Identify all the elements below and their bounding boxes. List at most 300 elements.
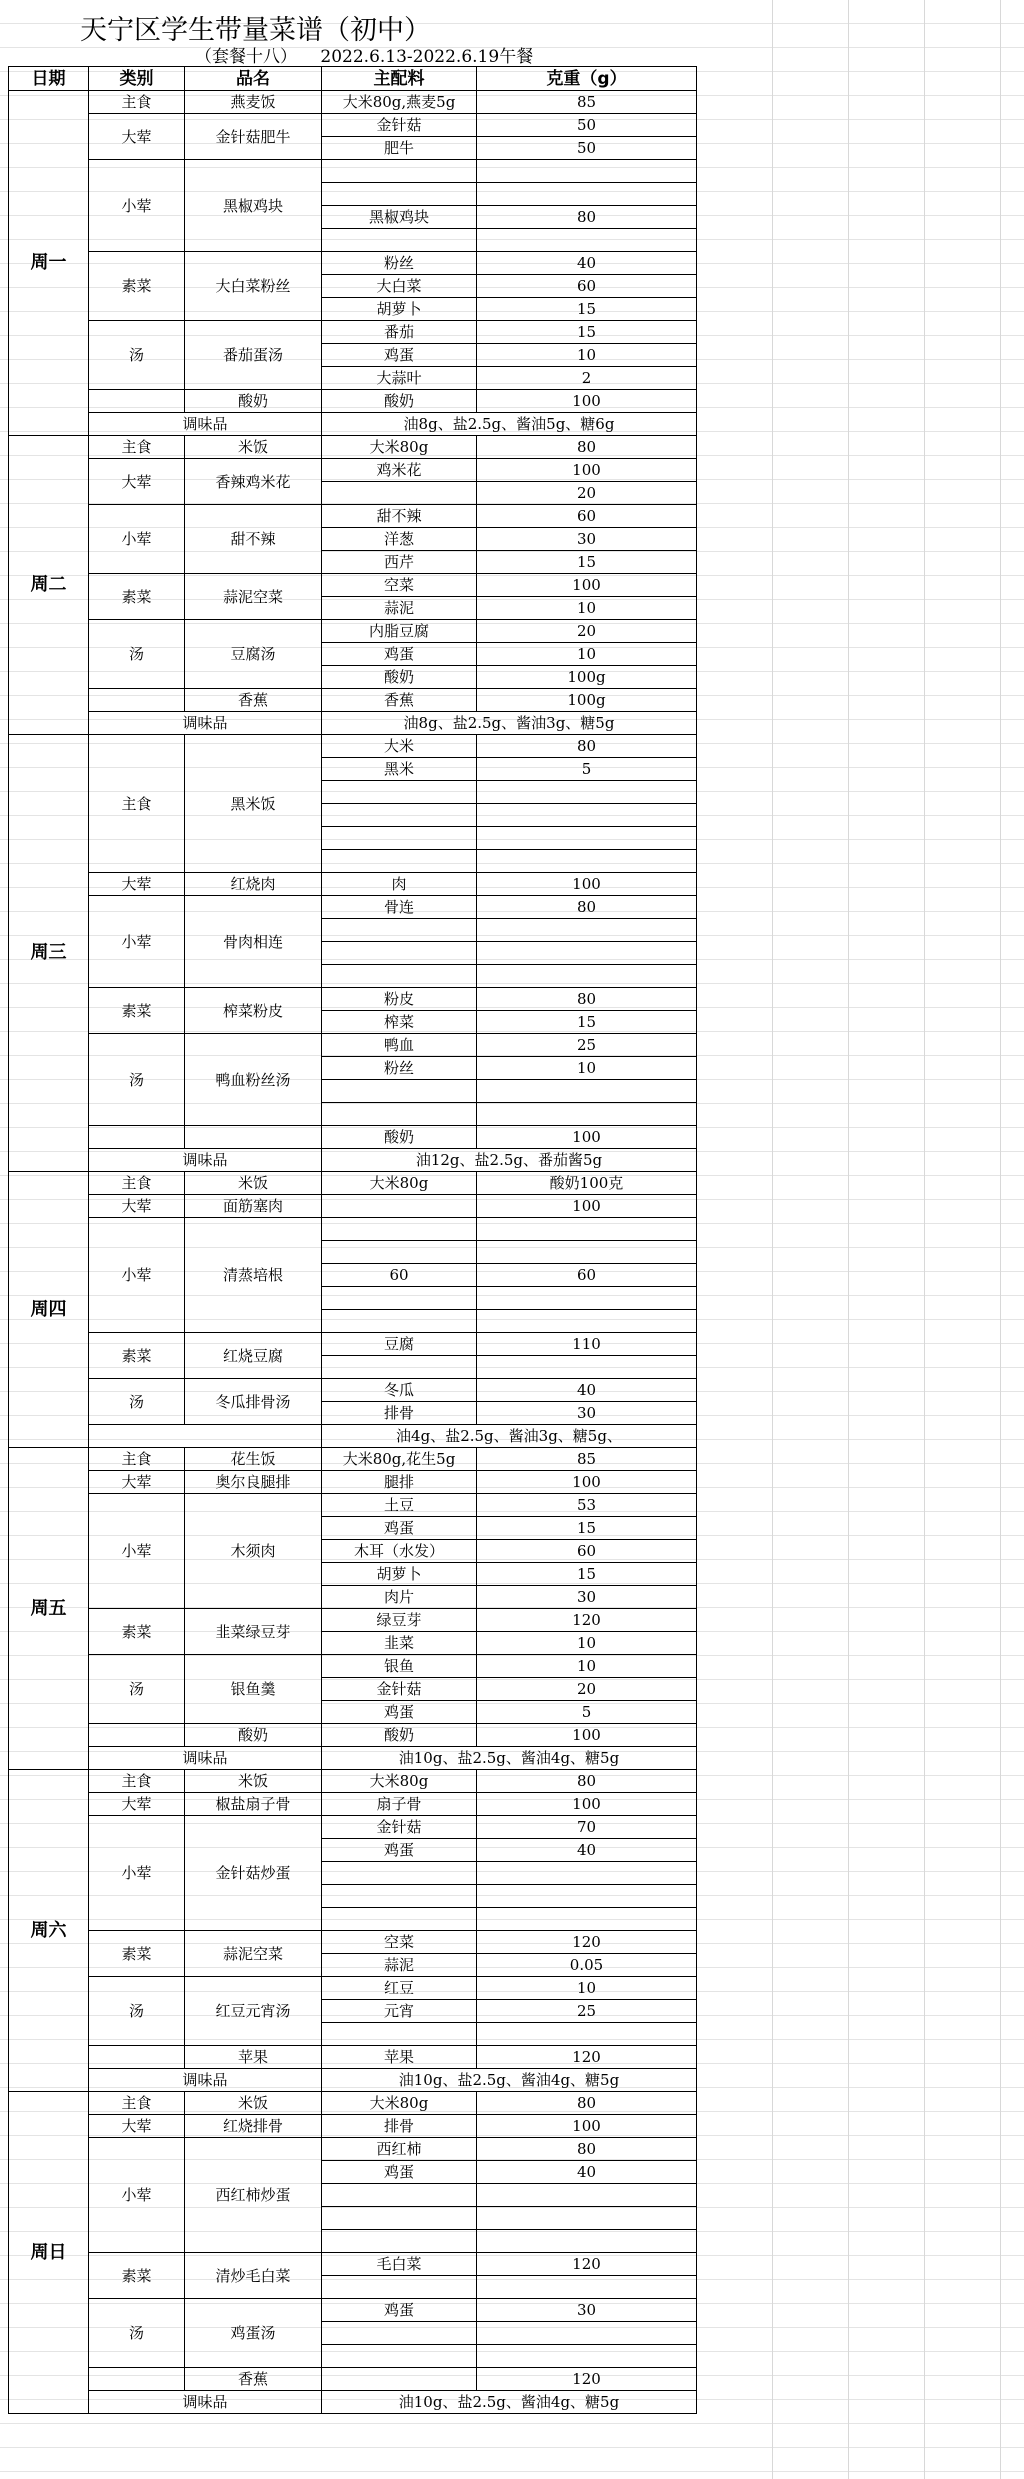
seasoning-value[interactable]: 油10g、盐2.5g、酱油4g、糖5g <box>322 2069 697 2092</box>
weight-cell[interactable] <box>477 2184 697 2207</box>
category-cell[interactable]: 汤 <box>89 321 185 390</box>
ingredient-cell[interactable]: 鸭血 <box>322 1034 477 1057</box>
ingredient-cell[interactable]: 大米80g,花生5g <box>322 1448 477 1471</box>
ingredient-cell[interactable]: 番茄 <box>322 321 477 344</box>
category-cell[interactable]: 大荤 <box>89 1793 185 1816</box>
ingredient-cell[interactable] <box>322 942 477 965</box>
category-cell[interactable] <box>89 2368 185 2391</box>
day-cell[interactable]: 周四 <box>9 1172 89 1448</box>
ingredient-cell[interactable] <box>322 482 477 505</box>
category-cell[interactable]: 大荤 <box>89 2115 185 2138</box>
ingredient-cell[interactable]: 内脂豆腐 <box>322 620 477 643</box>
header-dish[interactable]: 品名 <box>185 67 322 91</box>
weight-cell[interactable] <box>477 965 697 988</box>
weight-cell[interactable]: 80 <box>477 436 697 459</box>
weight-cell[interactable] <box>477 2023 697 2046</box>
ingredient-cell[interactable] <box>322 1080 477 1103</box>
ingredient-cell[interactable]: 毛白菜 <box>322 2253 477 2276</box>
weight-cell[interactable] <box>477 2207 697 2230</box>
weight-cell[interactable] <box>477 1241 697 1264</box>
table-row <box>9 1172 697 1195</box>
ingredient-cell[interactable]: 冬瓜 <box>322 1379 477 1402</box>
ingredient-cell[interactable] <box>322 183 477 206</box>
category-cell[interactable]: 小荤 <box>89 2138 185 2253</box>
seasoning-value[interactable]: 油10g、盐2.5g、酱油4g、糖5g <box>322 1747 697 1770</box>
ingredient-cell[interactable]: 蒜泥 <box>322 597 477 620</box>
ingredient-cell[interactable]: 大米80g <box>322 436 477 459</box>
dish-cell[interactable]: 红烧排骨 <box>185 2115 322 2138</box>
ingredient-cell[interactable] <box>322 2322 477 2345</box>
dish-cell[interactable]: 黑椒鸡块 <box>185 160 322 252</box>
dish-cell[interactable]: 韭菜绿豆芽 <box>185 1609 322 1655</box>
weight-cell[interactable]: 25 <box>477 1034 697 1057</box>
seasoning-value[interactable]: 油10g、盐2.5g、酱油4g、糖5g <box>322 2391 697 2414</box>
weight-cell[interactable]: 80 <box>477 735 697 758</box>
ingredient-cell[interactable]: 韭菜 <box>322 1632 477 1655</box>
ingredient-cell[interactable]: 胡萝卜 <box>322 298 477 321</box>
dish-cell[interactable]: 黑米饭 <box>185 735 322 873</box>
dish-cell[interactable]: 花生饭 <box>185 1448 322 1471</box>
weight-cell[interactable]: 100 <box>477 1126 697 1149</box>
ingredient-cell[interactable]: 大白菜 <box>322 275 477 298</box>
category-cell[interactable]: 汤 <box>89 1034 185 1126</box>
weight-cell[interactable] <box>477 781 697 804</box>
day-cell[interactable]: 周六 <box>9 1770 89 2092</box>
ingredient-cell[interactable]: 鸡蛋 <box>322 643 477 666</box>
category-cell[interactable]: 大荤 <box>89 1471 185 1494</box>
weight-cell[interactable]: 80 <box>477 896 697 919</box>
weight-cell[interactable] <box>477 1103 697 1126</box>
header-ingredients[interactable]: 主配料 <box>322 67 477 91</box>
dish-cell[interactable]: 金针菇肥牛 <box>185 114 322 160</box>
ingredient-cell[interactable]: 元宵 <box>322 2000 477 2023</box>
weight-cell[interactable] <box>477 850 697 873</box>
category-cell[interactable]: 素菜 <box>89 2253 185 2299</box>
weight-cell[interactable]: 20 <box>477 482 697 505</box>
dish-cell[interactable]: 大白菜粉丝 <box>185 252 322 321</box>
dish-cell[interactable]: 木须肉 <box>185 1494 322 1609</box>
ingredient-cell[interactable] <box>322 1241 477 1264</box>
ingredient-cell[interactable]: 银鱼 <box>322 1655 477 1678</box>
weight-cell[interactable]: 100 <box>477 390 697 413</box>
ingredient-cell[interactable]: 黑椒鸡块 <box>322 206 477 229</box>
weight-cell[interactable] <box>477 1310 697 1333</box>
category-cell[interactable] <box>89 1126 185 1149</box>
ingredient-cell[interactable]: 蒜泥 <box>322 1954 477 1977</box>
dish-cell[interactable]: 面筋塞肉 <box>185 1195 322 1218</box>
weight-cell[interactable]: 100 <box>477 873 697 896</box>
ingredient-cell[interactable]: 香蕉 <box>322 689 477 712</box>
category-cell[interactable]: 汤 <box>89 1379 185 1425</box>
category-cell[interactable]: 主食 <box>89 91 185 114</box>
dish-cell[interactable]: 番茄蛋汤 <box>185 321 322 390</box>
ingredient-cell[interactable] <box>322 781 477 804</box>
weight-cell[interactable]: 15 <box>477 298 697 321</box>
seasoning-label[interactable]: 调味品 <box>89 1149 322 1172</box>
ingredient-cell[interactable]: 肉片 <box>322 1586 477 1609</box>
ingredient-cell[interactable] <box>322 919 477 942</box>
weight-cell[interactable]: 53 <box>477 1494 697 1517</box>
weight-cell[interactable]: 120 <box>477 2253 697 2276</box>
ingredient-cell[interactable] <box>322 1908 477 1931</box>
ingredient-cell[interactable]: 粉皮 <box>322 988 477 1011</box>
category-cell[interactable]: 主食 <box>89 1448 185 1471</box>
ingredient-cell[interactable]: 鸡蛋 <box>322 2299 477 2322</box>
category-cell[interactable] <box>89 2046 185 2069</box>
category-cell[interactable]: 汤 <box>89 1977 185 2046</box>
category-cell[interactable]: 素菜 <box>89 574 185 620</box>
ingredient-cell[interactable]: 排骨 <box>322 1402 477 1425</box>
ingredient-cell[interactable] <box>322 804 477 827</box>
weight-cell[interactable]: 80 <box>477 1770 697 1793</box>
ingredient-cell[interactable] <box>322 1195 477 1218</box>
weight-cell[interactable] <box>477 919 697 942</box>
weight-cell[interactable]: 100 <box>477 1195 697 1218</box>
weight-cell[interactable]: 10 <box>477 1057 697 1080</box>
category-cell[interactable]: 小荤 <box>89 160 185 252</box>
ingredient-cell[interactable] <box>322 1103 477 1126</box>
weight-cell[interactable]: 70 <box>477 1816 697 1839</box>
ingredient-cell[interactable]: 空菜 <box>322 574 477 597</box>
weight-cell[interactable]: 10 <box>477 597 697 620</box>
weight-cell[interactable] <box>477 804 697 827</box>
day-cell[interactable]: 周一 <box>9 91 89 436</box>
ingredient-cell[interactable]: 大蒜叶 <box>322 367 477 390</box>
weight-cell[interactable]: 100 <box>477 2115 697 2138</box>
ingredient-cell[interactable]: 西红柿 <box>322 2138 477 2161</box>
weight-cell[interactable] <box>477 1218 697 1241</box>
weight-cell[interactable] <box>477 2345 697 2368</box>
ingredient-cell[interactable]: 苹果 <box>322 2046 477 2069</box>
dish-cell[interactable]: 酸奶 <box>185 1724 322 1747</box>
dish-cell[interactable]: 豆腐汤 <box>185 620 322 689</box>
dish-cell[interactable]: 米饭 <box>185 1172 322 1195</box>
seasoning-label[interactable]: 调味品 <box>89 712 322 735</box>
category-cell[interactable] <box>89 1724 185 1747</box>
weight-cell[interactable] <box>477 1862 697 1885</box>
ingredient-cell[interactable] <box>322 1862 477 1885</box>
seasoning-label[interactable]: 调味品 <box>89 2391 322 2414</box>
category-cell[interactable]: 大荤 <box>89 114 185 160</box>
day-cell[interactable]: 周日 <box>9 2092 89 2414</box>
ingredient-cell[interactable]: 酸奶 <box>322 1126 477 1149</box>
weight-cell[interactable]: 60 <box>477 1540 697 1563</box>
weight-cell[interactable]: 60 <box>477 275 697 298</box>
weight-cell[interactable] <box>477 1885 697 1908</box>
ingredient-cell[interactable]: 榨菜 <box>322 1011 477 1034</box>
ingredient-cell[interactable] <box>322 1885 477 1908</box>
dish-cell[interactable]: 金针菇炒蛋 <box>185 1816 322 1931</box>
ingredient-cell[interactable] <box>322 1356 477 1379</box>
day-cell[interactable]: 周三 <box>9 735 89 1172</box>
category-cell[interactable]: 素菜 <box>89 1931 185 1977</box>
dish-cell[interactable]: 红豆元宵汤 <box>185 1977 322 2046</box>
ingredient-cell[interactable]: 木耳（水发） <box>322 1540 477 1563</box>
category-cell[interactable]: 素菜 <box>89 1609 185 1655</box>
dish-cell[interactable]: 椒盐扇子骨 <box>185 1793 322 1816</box>
category-cell[interactable]: 小荤 <box>89 896 185 988</box>
dish-cell[interactable]: 冬瓜排骨汤 <box>185 1379 322 1425</box>
day-cell[interactable]: 周二 <box>9 436 89 735</box>
category-cell[interactable]: 小荤 <box>89 1816 185 1931</box>
ingredient-cell[interactable] <box>322 2276 477 2299</box>
dish-cell[interactable]: 清炒毛白菜 <box>185 2253 322 2299</box>
weight-cell[interactable]: 80 <box>477 2092 697 2115</box>
weight-cell[interactable]: 5 <box>477 758 697 781</box>
seasoning-label[interactable] <box>89 1425 322 1448</box>
weight-cell[interactable]: 40 <box>477 1839 697 1862</box>
ingredient-cell[interactable]: 洋葱 <box>322 528 477 551</box>
weight-cell[interactable] <box>477 827 697 850</box>
ingredient-cell[interactable]: 大米80g <box>322 1770 477 1793</box>
ingredient-cell[interactable]: 大米80g <box>322 2092 477 2115</box>
weight-cell[interactable]: 10 <box>477 1632 697 1655</box>
dish-cell[interactable]: 甜不辣 <box>185 505 322 574</box>
weight-cell[interactable]: 40 <box>477 2161 697 2184</box>
weight-cell[interactable] <box>477 1908 697 1931</box>
ingredient-cell[interactable]: 鸡蛋 <box>322 1701 477 1724</box>
weight-cell[interactable]: 40 <box>477 252 697 275</box>
ingredient-cell[interactable]: 鸡蛋 <box>322 1517 477 1540</box>
weight-cell[interactable]: 120 <box>477 1609 697 1632</box>
ingredient-cell[interactable]: 土豆 <box>322 1494 477 1517</box>
weight-cell[interactable]: 60 <box>477 1264 697 1287</box>
ingredient-cell[interactable]: 甜不辣 <box>322 505 477 528</box>
category-cell[interactable]: 小荤 <box>89 1494 185 1609</box>
weight-cell[interactable]: 10 <box>477 344 697 367</box>
weight-cell[interactable]: 5 <box>477 1701 697 1724</box>
ingredient-cell[interactable]: 绿豆芽 <box>322 1609 477 1632</box>
table-row <box>9 1195 697 1218</box>
ingredient-cell[interactable] <box>322 2023 477 2046</box>
weight-cell[interactable] <box>477 229 697 252</box>
category-cell[interactable]: 汤 <box>89 620 185 689</box>
ingredient-cell[interactable]: 腿排 <box>322 1471 477 1494</box>
dish-cell[interactable]: 红烧肉 <box>185 873 322 896</box>
ingredient-cell[interactable]: 酸奶 <box>322 390 477 413</box>
category-cell[interactable]: 小荤 <box>89 1218 185 1333</box>
header-weight[interactable]: 克重（g） <box>477 67 697 91</box>
weight-cell[interactable]: 80 <box>477 206 697 229</box>
dish-cell[interactable]: 奥尔良腿排 <box>185 1471 322 1494</box>
seasoning-value[interactable]: 油12g、盐2.5g、番茄酱5g <box>322 1149 697 1172</box>
weight-cell[interactable]: 120 <box>477 2046 697 2069</box>
ingredient-cell[interactable] <box>322 1218 477 1241</box>
ingredient-cell[interactable]: 大米 <box>322 735 477 758</box>
weight-cell[interactable]: 50 <box>477 114 697 137</box>
weight-cell[interactable]: 100g <box>477 689 697 712</box>
ingredient-cell[interactable] <box>322 2345 477 2368</box>
dish-cell[interactable]: 骨肉相连 <box>185 896 322 988</box>
weight-cell[interactable]: 85 <box>477 1448 697 1471</box>
dish-cell[interactable]: 米饭 <box>185 1770 322 1793</box>
seasoning-label[interactable]: 调味品 <box>89 413 322 436</box>
weight-cell[interactable]: 85 <box>477 91 697 114</box>
weight-cell[interactable]: 100g <box>477 666 697 689</box>
category-cell[interactable]: 素菜 <box>89 1333 185 1379</box>
category-cell[interactable]: 大荤 <box>89 873 185 896</box>
weight-cell[interactable] <box>477 1287 697 1310</box>
dish-cell[interactable]: 燕麦饭 <box>185 91 322 114</box>
ingredient-cell[interactable] <box>322 965 477 988</box>
ingredient-cell[interactable]: 60 <box>322 1264 477 1287</box>
weight-cell[interactable]: 50 <box>477 137 697 160</box>
dish-cell[interactable]: 酸奶 <box>185 390 322 413</box>
weight-cell[interactable] <box>477 2230 697 2253</box>
weight-cell[interactable]: 60 <box>477 505 697 528</box>
day-cell[interactable]: 周五 <box>9 1448 89 1770</box>
dish-cell[interactable] <box>185 1126 322 1149</box>
ingredient-cell[interactable] <box>322 160 477 183</box>
dish-cell[interactable]: 香辣鸡米花 <box>185 459 322 505</box>
dish-cell[interactable]: 蒜泥空菜 <box>185 574 322 620</box>
dish-cell[interactable]: 米饭 <box>185 436 322 459</box>
seasoning-value[interactable]: 油8g、盐2.5g、酱油5g、糖6g <box>322 413 697 436</box>
weight-cell[interactable]: 15 <box>477 551 697 574</box>
table-row <box>9 2368 697 2391</box>
ingredient-cell[interactable] <box>322 2368 477 2391</box>
weight-cell[interactable] <box>477 942 697 965</box>
ingredient-cell[interactable]: 酸奶 <box>322 666 477 689</box>
weight-cell[interactable] <box>477 1356 697 1379</box>
weight-cell[interactable]: 20 <box>477 1678 697 1701</box>
ingredient-cell[interactable]: 肥牛 <box>322 137 477 160</box>
weight-cell[interactable]: 15 <box>477 1563 697 1586</box>
category-cell[interactable]: 主食 <box>89 2092 185 2115</box>
category-cell[interactable] <box>89 689 185 712</box>
table-row <box>9 620 697 643</box>
ingredient-cell[interactable] <box>322 850 477 873</box>
ingredient-cell[interactable] <box>322 2207 477 2230</box>
weight-cell[interactable]: 100 <box>477 574 697 597</box>
dish-cell[interactable]: 蒜泥空菜 <box>185 1931 322 1977</box>
ingredient-cell[interactable] <box>322 1287 477 1310</box>
weight-cell[interactable]: 120 <box>477 1931 697 1954</box>
header-date[interactable]: 日期 <box>9 67 89 91</box>
weight-cell[interactable]: 30 <box>477 2299 697 2322</box>
weight-cell[interactable]: 10 <box>477 643 697 666</box>
weight-cell[interactable]: 30 <box>477 528 697 551</box>
dish-cell[interactable]: 银鱼羹 <box>185 1655 322 1724</box>
ingredient-cell[interactable]: 金针菇 <box>322 114 477 137</box>
dish-cell[interactable]: 米饭 <box>185 2092 322 2115</box>
seasoning-label[interactable]: 调味品 <box>89 2069 322 2092</box>
ingredient-cell[interactable]: 粉丝 <box>322 1057 477 1080</box>
dish-cell[interactable]: 香蕉 <box>185 2368 322 2391</box>
ingredient-cell[interactable]: 排骨 <box>322 2115 477 2138</box>
ingredient-cell[interactable] <box>322 1310 477 1333</box>
weight-cell[interactable]: 15 <box>477 321 697 344</box>
ingredient-cell[interactable]: 黑米 <box>322 758 477 781</box>
dish-cell[interactable]: 清蒸培根 <box>185 1218 322 1333</box>
weight-cell[interactable]: 80 <box>477 2138 697 2161</box>
weight-cell[interactable]: 15 <box>477 1011 697 1034</box>
dish-cell[interactable]: 西红柿炒蛋 <box>185 2138 322 2253</box>
weight-cell[interactable]: 110 <box>477 1333 697 1356</box>
ingredient-cell[interactable]: 大米80g,燕麦5g <box>322 91 477 114</box>
category-cell[interactable]: 主食 <box>89 1172 185 1195</box>
weight-cell[interactable]: 10 <box>477 1977 697 2000</box>
category-cell[interactable]: 主食 <box>89 436 185 459</box>
weight-cell[interactable]: 15 <box>477 1517 697 1540</box>
weight-cell[interactable]: 100 <box>477 459 697 482</box>
category-cell[interactable]: 小荤 <box>89 505 185 574</box>
weight-cell[interactable]: 100 <box>477 1793 697 1816</box>
category-cell[interactable]: 素菜 <box>89 988 185 1034</box>
ingredient-cell[interactable]: 红豆 <box>322 1977 477 2000</box>
weight-cell[interactable]: 0.05 <box>477 1954 697 1977</box>
category-cell[interactable] <box>89 390 185 413</box>
ingredient-cell[interactable] <box>322 2230 477 2253</box>
category-cell[interactable]: 汤 <box>89 2299 185 2368</box>
weight-cell[interactable]: 100 <box>477 1724 697 1747</box>
weight-cell[interactable]: 100 <box>477 1471 697 1494</box>
weight-cell[interactable]: 20 <box>477 620 697 643</box>
dish-cell[interactable]: 鸭血粉丝汤 <box>185 1034 322 1126</box>
ingredient-cell[interactable]: 扇子骨 <box>322 1793 477 1816</box>
ingredient-cell[interactable]: 胡萝卜 <box>322 1563 477 1586</box>
category-cell[interactable]: 主食 <box>89 735 185 873</box>
dish-cell[interactable]: 榨菜粉皮 <box>185 988 322 1034</box>
weight-cell[interactable] <box>477 1080 697 1103</box>
weight-cell[interactable]: 酸奶100克 <box>477 1172 697 1195</box>
weight-cell[interactable] <box>477 160 697 183</box>
ingredient-cell[interactable]: 空菜 <box>322 1931 477 1954</box>
ingredient-cell[interactable]: 粉丝 <box>322 252 477 275</box>
dish-cell[interactable]: 红烧豆腐 <box>185 1333 322 1379</box>
category-cell[interactable]: 汤 <box>89 1655 185 1724</box>
seasoning-label[interactable]: 调味品 <box>89 1747 322 1770</box>
dish-cell[interactable]: 鸡蛋汤 <box>185 2299 322 2368</box>
weight-cell[interactable] <box>477 2322 697 2345</box>
ingredient-cell[interactable]: 金针菇 <box>322 1816 477 1839</box>
weight-cell[interactable]: 40 <box>477 1379 697 1402</box>
category-cell[interactable]: 主食 <box>89 1770 185 1793</box>
ingredient-cell[interactable]: 金针菇 <box>322 1678 477 1701</box>
weight-cell[interactable] <box>477 2276 697 2299</box>
weight-cell[interactable]: 80 <box>477 988 697 1011</box>
weight-cell[interactable]: 2 <box>477 367 697 390</box>
ingredient-cell[interactable]: 肉 <box>322 873 477 896</box>
ingredient-cell[interactable]: 大米80g <box>322 1172 477 1195</box>
ingredient-cell[interactable]: 骨连 <box>322 896 477 919</box>
ingredient-cell[interactable]: 鸡米花 <box>322 459 477 482</box>
ingredient-cell[interactable]: 鸡蛋 <box>322 1839 477 1862</box>
ingredient-cell[interactable] <box>322 827 477 850</box>
weight-cell[interactable]: 30 <box>477 1586 697 1609</box>
weight-cell[interactable] <box>477 183 697 206</box>
ingredient-cell[interactable]: 酸奶 <box>322 1724 477 1747</box>
ingredient-cell[interactable]: 鸡蛋 <box>322 2161 477 2184</box>
category-cell[interactable]: 大荤 <box>89 459 185 505</box>
seasoning-value[interactable]: 油8g、盐2.5g、酱油3g、糖5g <box>322 712 697 735</box>
weight-cell[interactable]: 25 <box>477 2000 697 2023</box>
ingredient-cell[interactable]: 西芹 <box>322 551 477 574</box>
category-cell[interactable]: 大荤 <box>89 1195 185 1218</box>
weight-cell[interactable]: 10 <box>477 1655 697 1678</box>
weight-cell[interactable]: 30 <box>477 1402 697 1425</box>
ingredient-cell[interactable] <box>322 229 477 252</box>
header-category[interactable]: 类别 <box>89 67 185 91</box>
weight-cell[interactable]: 120 <box>477 2368 697 2391</box>
dish-cell[interactable]: 苹果 <box>185 2046 322 2069</box>
seasoning-value[interactable]: 油4g、盐2.5g、酱油3g、糖5g、 <box>322 1425 697 1448</box>
category-cell[interactable]: 素菜 <box>89 252 185 321</box>
ingredient-cell[interactable] <box>322 2184 477 2207</box>
ingredient-cell[interactable]: 鸡蛋 <box>322 344 477 367</box>
dish-cell[interactable]: 香蕉 <box>185 689 322 712</box>
ingredient-cell[interactable]: 豆腐 <box>322 1333 477 1356</box>
